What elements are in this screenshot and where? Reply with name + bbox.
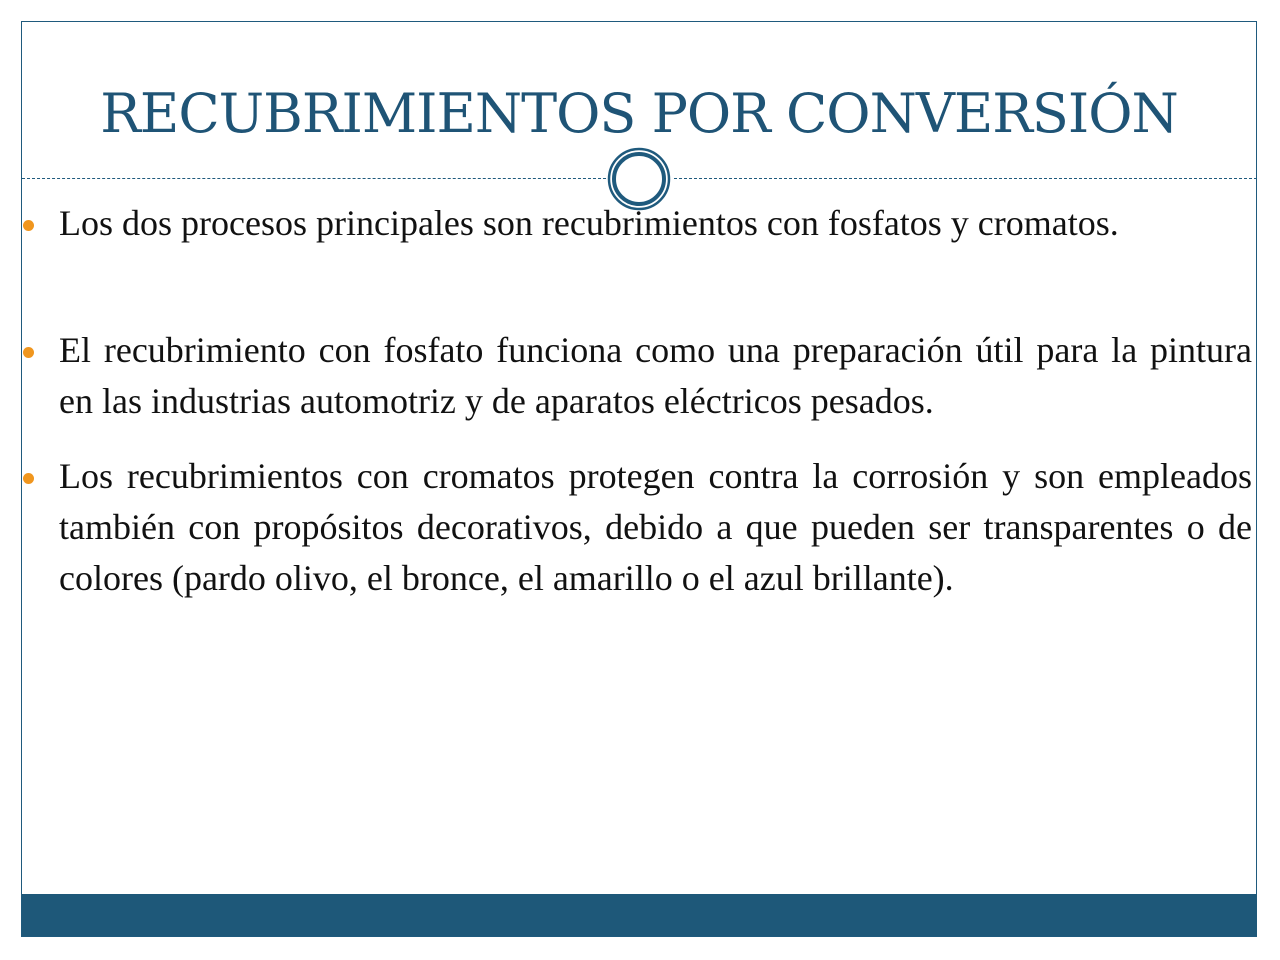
bullet-dot-icon	[23, 220, 34, 231]
bullet-text: Los recubrimientos con cromatos protegen contra la corrosión y son empleados también con propósitos decorativos, debido a que pueden ser transparentes o de colores (pardo olivo, el bronce, el amarillo o el azul brillante).	[59, 456, 1252, 598]
title-divider-left	[22, 178, 606, 179]
list-item	[22, 451, 1252, 604]
list-item	[22, 325, 1252, 427]
bullet-text: El recubrimiento con fosfato funciona como una preparación útil para la pintura en las industrias automotriz y de aparatos eléctricos pesados.	[59, 330, 1252, 421]
list-item	[22, 198, 1252, 249]
title-divider-right	[674, 178, 1257, 179]
bullet-list	[22, 198, 1252, 604]
bullet-dot-icon	[23, 473, 34, 484]
bullet-dot-icon	[23, 347, 34, 358]
bullet-text: Los dos procesos principales son recubrimientos con fosfatos y cromatos.	[59, 203, 1119, 243]
slide-title: RECUBRIMIENTOS POR CONVERSIÓN	[100, 82, 1178, 145]
footer-bar	[22, 894, 1257, 936]
